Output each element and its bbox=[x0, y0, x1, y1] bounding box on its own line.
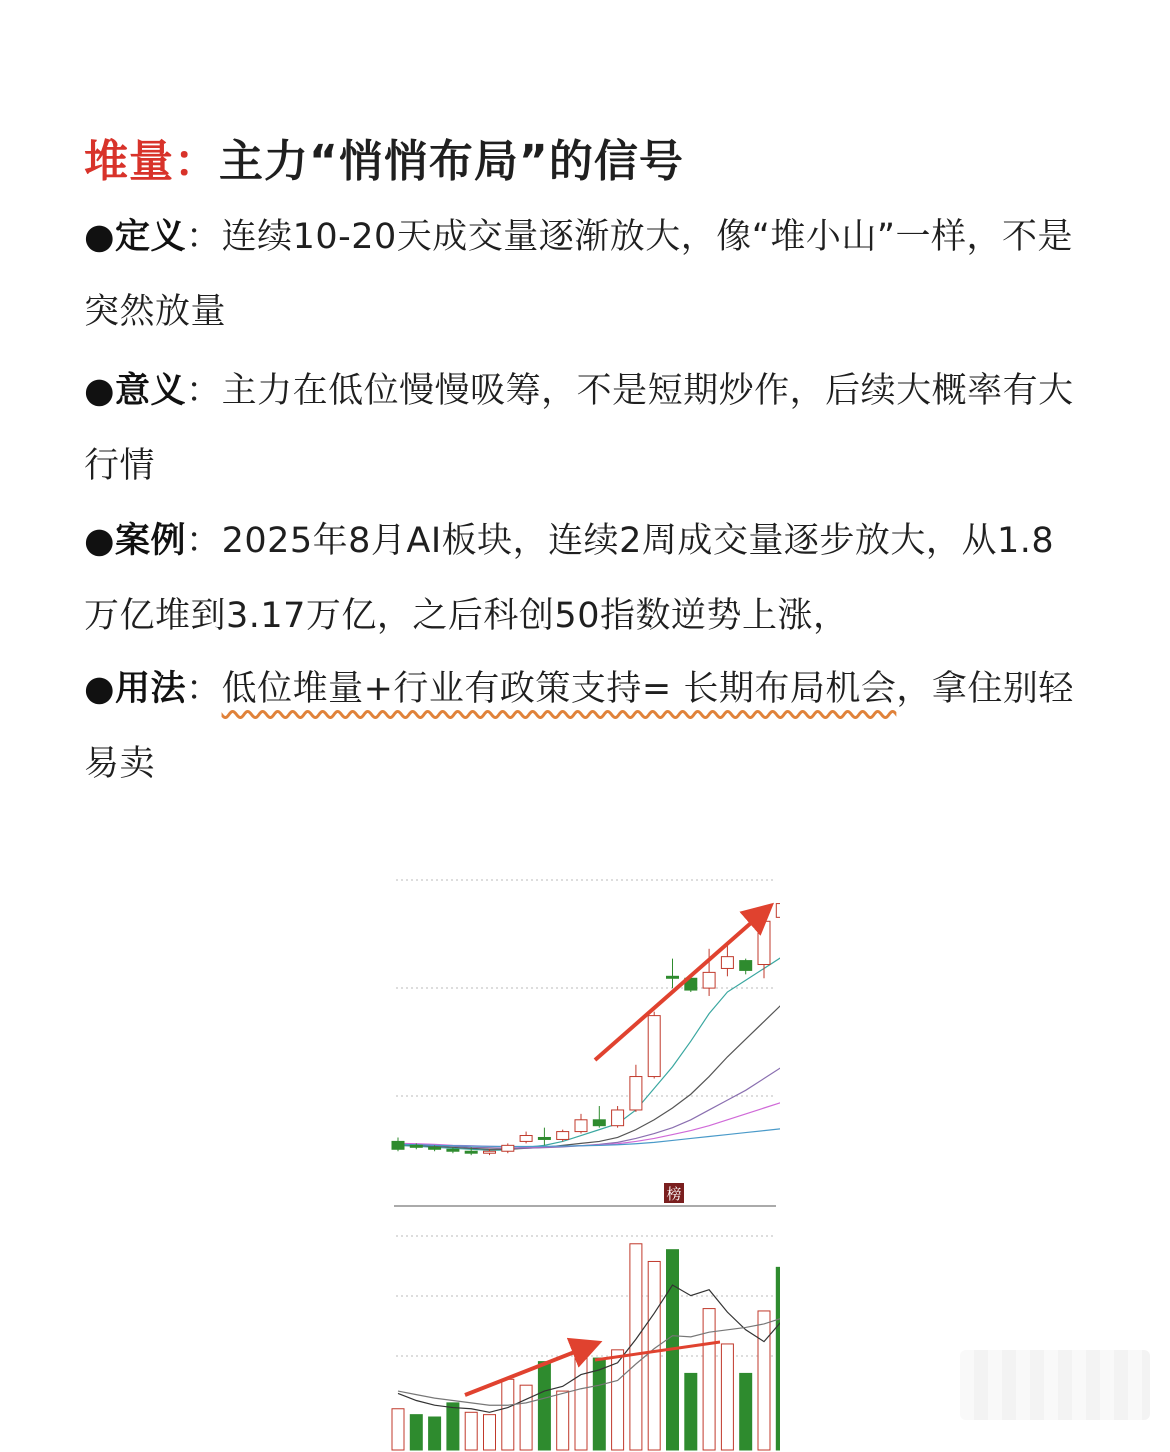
volume-bar bbox=[776, 1267, 780, 1450]
price-panel bbox=[392, 880, 780, 1155]
candle-body bbox=[703, 972, 715, 988]
volume-bar bbox=[538, 1362, 550, 1450]
ma-line-ma20 bbox=[398, 1067, 780, 1149]
volume-bar bbox=[703, 1309, 715, 1450]
usage-underlined-text: 低位堆量+行业有政策支持= 长期布局机会 bbox=[221, 669, 897, 709]
candle-body bbox=[520, 1136, 532, 1142]
candle-body bbox=[410, 1145, 422, 1147]
ma-line-ma30 bbox=[398, 1102, 780, 1147]
volume-bar bbox=[502, 1379, 514, 1450]
volume-bar bbox=[630, 1244, 642, 1450]
usage-text-after: ，拿住别轻易卖 bbox=[84, 669, 1074, 784]
meaning-text: 主力在低位慢慢吸筹，不是短期炒作，后续大概率有大行情 bbox=[84, 371, 1074, 486]
case-item bbox=[84, 504, 1084, 654]
case-text: 2025年8月AI板块，连续2周成交量逐步放大，从1.8万亿堆到3.17万亿，之后科创50指数逆势上涨， bbox=[84, 521, 1055, 636]
candle-body bbox=[575, 1120, 587, 1132]
definition-colon: ： bbox=[186, 217, 222, 257]
marker-badge bbox=[664, 1183, 684, 1203]
watermark-blur bbox=[960, 1350, 1150, 1420]
meaning-item bbox=[84, 354, 1084, 504]
title-rest: 主力“悄悄布局”的信号 bbox=[219, 136, 684, 187]
volume-panel bbox=[392, 1236, 780, 1450]
volume-bar bbox=[685, 1373, 697, 1450]
candle-body bbox=[538, 1137, 550, 1139]
candle-body bbox=[776, 904, 780, 918]
candle-body bbox=[667, 976, 679, 978]
volume-bar bbox=[392, 1409, 404, 1450]
page-title bbox=[84, 130, 684, 194]
definition-label: ●定义 bbox=[84, 217, 187, 257]
volume-bar bbox=[410, 1415, 422, 1450]
case-label: ●案例 bbox=[84, 521, 187, 561]
volume-bar bbox=[593, 1358, 605, 1450]
candle-body bbox=[465, 1151, 477, 1153]
volume-bar bbox=[740, 1373, 752, 1450]
candle-body bbox=[392, 1141, 404, 1149]
volume-bar bbox=[520, 1385, 532, 1450]
candle-body bbox=[447, 1149, 459, 1151]
candle-body bbox=[612, 1110, 624, 1126]
candle-body bbox=[630, 1077, 642, 1110]
volume-bar bbox=[557, 1391, 569, 1450]
ma-line-ma10 bbox=[398, 1004, 780, 1149]
definition-text: 连续10-20天成交量逐渐放大，像“堆小山”一样，不是突然放量 bbox=[84, 217, 1074, 332]
candle-body bbox=[557, 1132, 569, 1140]
candle-body bbox=[648, 1016, 660, 1077]
usage-label: ●用法 bbox=[84, 669, 187, 709]
candle-body bbox=[740, 961, 752, 971]
volume-bar bbox=[575, 1356, 587, 1450]
volume-bar bbox=[465, 1412, 477, 1450]
volume-bar bbox=[447, 1403, 459, 1450]
usage-colon: ： bbox=[186, 669, 222, 709]
case-colon: ： bbox=[186, 521, 222, 561]
candle-body bbox=[484, 1151, 496, 1153]
title-highlight: 堆量： bbox=[84, 136, 219, 187]
usage-item bbox=[84, 652, 1084, 802]
candle-body bbox=[502, 1145, 514, 1151]
stock-chart bbox=[380, 860, 780, 1452]
meaning-label: ●意义 bbox=[84, 371, 187, 411]
meaning-colon: ： bbox=[186, 371, 222, 411]
volume-bar bbox=[429, 1417, 441, 1450]
candle-body bbox=[758, 921, 770, 964]
marker-badge-label: 榜 bbox=[666, 1185, 682, 1203]
candle-body bbox=[721, 957, 733, 969]
volume-bar bbox=[758, 1311, 770, 1450]
ma-line-ma60 bbox=[398, 1129, 780, 1147]
price-trend-arrow bbox=[595, 908, 768, 1060]
volume-bar bbox=[648, 1261, 660, 1450]
volume-bar bbox=[721, 1344, 733, 1450]
candle-body bbox=[593, 1120, 605, 1126]
volume-bar bbox=[484, 1415, 496, 1450]
candle-body bbox=[429, 1147, 441, 1149]
definition-item bbox=[84, 200, 1084, 350]
